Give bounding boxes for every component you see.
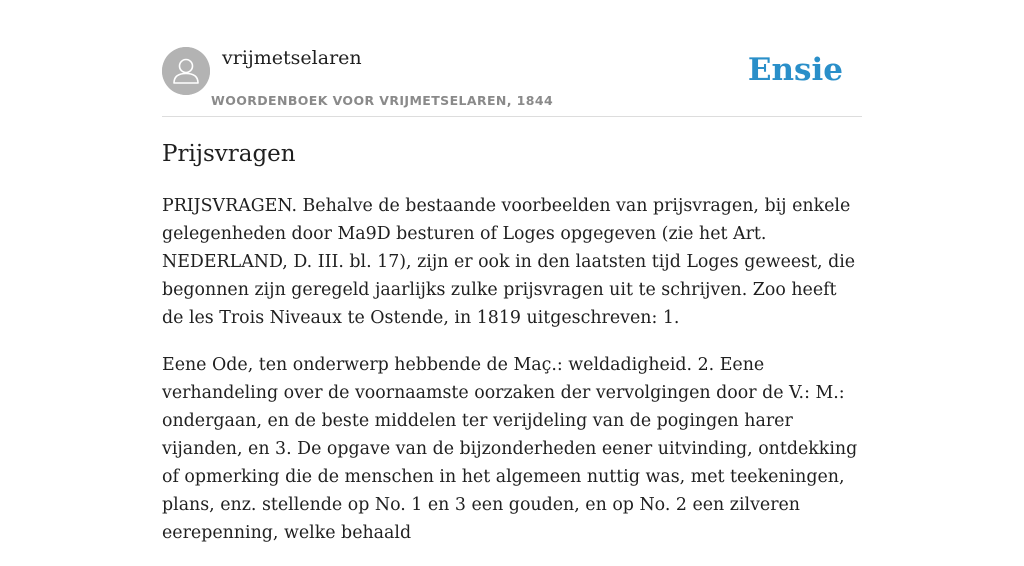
page-title: Prijsvragen (162, 141, 296, 167)
paragraph: PRIJSVRAGEN. Behalve de bestaande voorbeelden van prijsvragen, bij enkele gelegenheden door Ma9D besturen of Loges opgegeven (zie het Art. NEDERLAND, D. III. bl. 17), zijn er ook in den laatsten tijd Loges geweest, die begonnen zijn geregeld jaarlijks zulke prijsvragen uit te schrijven. Zoo heeft de les Trois Niveaux te Ostende, in 1819 uitgeschreven: 1. (162, 196, 856, 328)
article-body (162, 192, 862, 566)
ensie-logo[interactable]: Ensie (747, 52, 843, 88)
page (162, 0, 862, 543)
paragraph: Eene Ode, ten onderwerp hebbende de Maç.: weldadigheid. 2. Eene verhandeling over de voornaamste oorzaken der vervolgingen door de V.: M.: ondergaan, en de beste middelen ter verijdeling van de pogingen harer vijanden, en 3. De opgave van de bijzonderheden eener uitvinding, ontdekking of opmerking die de menschen in het algemeen nuttig was, met teekeningen, plans, enz. stellende op No. 1 en 3 een gouden, en op No. 2 een zilveren eerepenning, welke behaald (162, 355, 858, 543)
username[interactable]: vrijmetselaren (222, 47, 362, 69)
user-icon (162, 47, 210, 95)
avatar[interactable] (162, 47, 210, 95)
header (162, 46, 862, 117)
source-label: WOORDENBOEK VOOR VRIJMETSELAREN, 1844 (211, 93, 554, 108)
